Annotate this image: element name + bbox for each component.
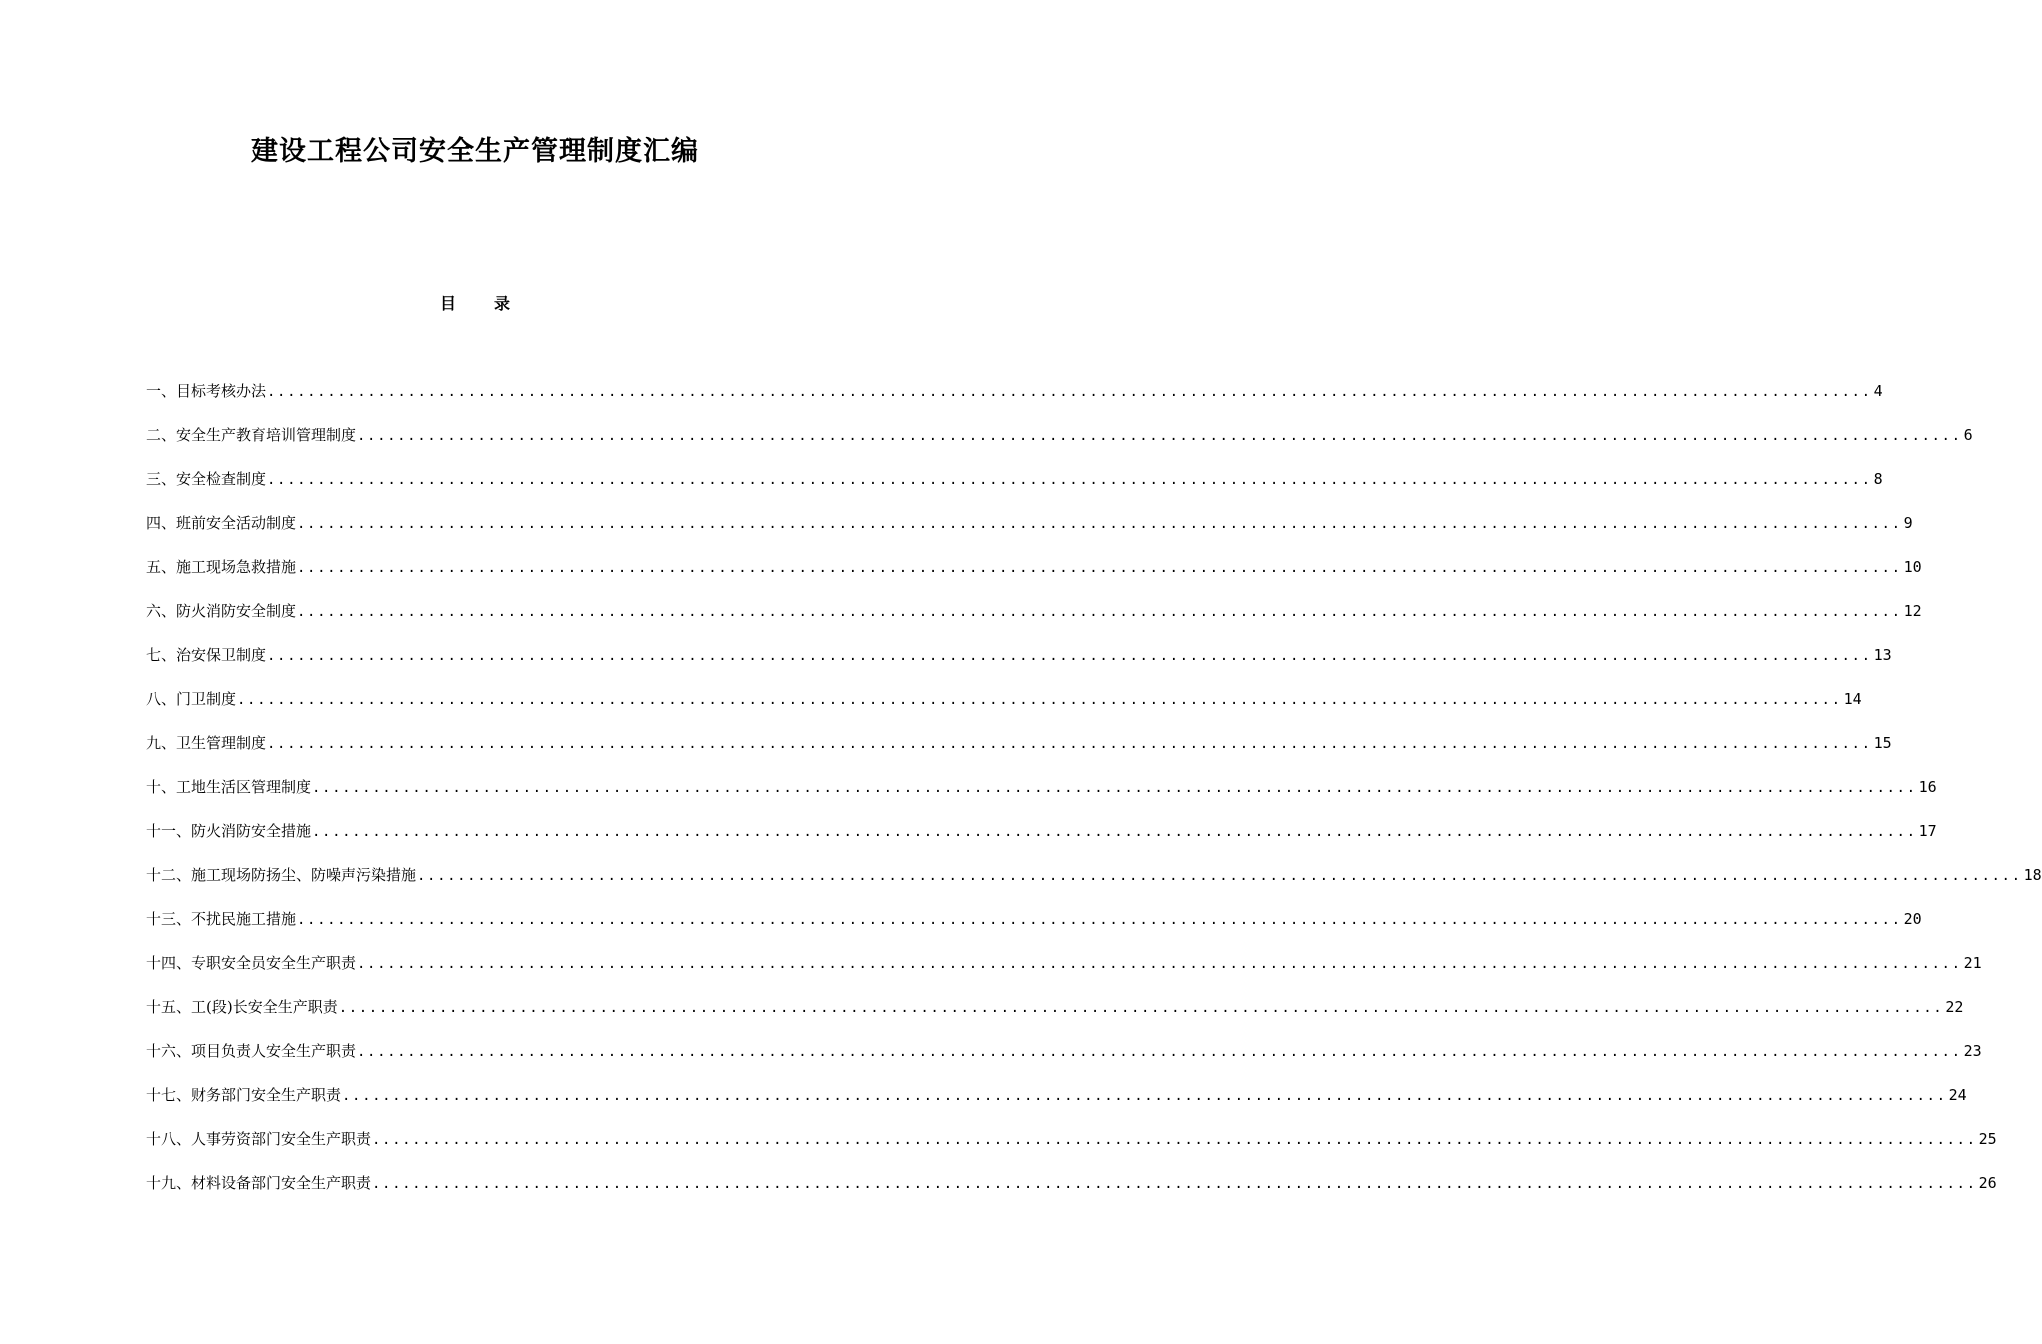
toc-entry[interactable]	[146, 817, 1937, 861]
toc-entry[interactable]	[146, 773, 1937, 817]
toc-page-number: 9	[1903, 514, 1913, 532]
toc-page-number: 21	[1963, 954, 1982, 972]
toc-page-number: 14	[1843, 690, 1862, 708]
toc-page-number: 13	[1873, 646, 1892, 664]
toc-dot-leader: ................................................................................................................................................................	[267, 648, 1872, 664]
toc-page-number: 10	[1903, 558, 1922, 576]
toc-dot-leader: ................................................................................................................................................................	[342, 1088, 1947, 1104]
toc-dot-leader: ................................................................................................................................................................	[338, 1000, 1944, 1016]
table-of-contents	[146, 377, 2042, 1213]
toc-entry[interactable]	[146, 685, 1862, 729]
toc-entry-label: 四、班前安全活动制度	[146, 514, 297, 532]
toc-entry-label: 十八、人事劳资部门安全生产职责	[146, 1130, 372, 1148]
toc-dot-leader: ................................................................................................................................................................	[357, 1044, 1962, 1060]
toc-entry-label: 七、治安保卫制度	[146, 646, 267, 664]
toc-entry[interactable]	[146, 421, 1973, 465]
toc-entry-label: 十七、财务部门安全生产职责	[146, 1086, 342, 1104]
toc-page-number: 20	[1903, 910, 1922, 928]
toc-page-number: 4	[1873, 382, 1883, 400]
toc-entry[interactable]	[146, 729, 1892, 773]
toc-heading-char: 目	[439, 294, 456, 313]
toc-page-number: 22	[1945, 998, 1964, 1016]
toc-page-number: 6	[1963, 426, 1973, 444]
toc-entry[interactable]	[146, 949, 1982, 993]
toc-page-number: 16	[1918, 778, 1937, 796]
toc-entry-label: 十二、施工现场防扬尘、防噪声污染措施	[146, 866, 417, 884]
toc-entry-label: 十五、工(段)长安全生产职责	[146, 998, 338, 1016]
toc-dot-leader: ................................................................................................................................................................	[312, 780, 1917, 796]
toc-page-number: 24	[1948, 1086, 1967, 1104]
toc-dot-leader: ................................................................................................................................................................	[372, 1176, 1977, 1192]
toc-dot-leader: ................................................................................................................................................................	[357, 956, 1962, 972]
toc-heading-char: 录	[494, 294, 511, 313]
toc-entry-label: 九、卫生管理制度	[146, 734, 267, 752]
toc-dot-leader: ................................................................................................................................................................	[312, 824, 1917, 840]
toc-page-number: 26	[1978, 1174, 1997, 1192]
toc-dot-leader: ................................................................................................................................................................	[357, 428, 1962, 444]
toc-entry[interactable]	[146, 1125, 1997, 1169]
toc-entry[interactable]	[146, 465, 1883, 509]
toc-entry[interactable]	[146, 641, 1892, 685]
toc-page-number: 23	[1963, 1042, 1982, 1060]
document-title: 建设工程公司安全生产管理制度汇编	[251, 136, 699, 167]
toc-entry[interactable]	[146, 377, 1883, 421]
toc-dot-leader: ................................................................................................................................................................	[267, 384, 1872, 400]
toc-page-number: 15	[1873, 734, 1892, 752]
toc-page-number: 17	[1918, 822, 1937, 840]
toc-dot-leader: ................................................................................................................................................................	[267, 472, 1872, 488]
toc-dot-leader: ................................................................................................................................................................	[297, 604, 1902, 620]
toc-page-number: 18	[2023, 866, 2042, 884]
toc-dot-leader: ................................................................................................................................................................	[417, 868, 2022, 884]
toc-dot-leader: ................................................................................................................................................................	[297, 560, 1902, 576]
toc-entry[interactable]	[146, 597, 1922, 641]
toc-entry-label: 十、工地生活区管理制度	[146, 778, 312, 796]
toc-dot-leader: ................................................................................................................................................................	[372, 1132, 1977, 1148]
toc-entry[interactable]	[146, 553, 1922, 597]
toc-entry-label: 十四、专职安全员安全生产职责	[146, 954, 357, 972]
toc-entry-label: 二、安全生产教育培训管理制度	[146, 426, 357, 444]
toc-entry-label: 八、门卫制度	[146, 690, 237, 708]
toc-dot-leader: ................................................................................................................................................................	[237, 692, 1842, 708]
toc-entry[interactable]	[146, 1169, 1997, 1213]
toc-entry[interactable]	[146, 861, 2042, 905]
toc-entry-label: 五、施工现场急救措施	[146, 558, 297, 576]
toc-entry[interactable]	[146, 509, 1913, 553]
toc-page-number: 12	[1903, 602, 1922, 620]
toc-entry-label: 三、安全检查制度	[146, 470, 267, 488]
toc-entry-label: 十三、不扰民施工措施	[146, 910, 297, 928]
toc-page-number: 8	[1873, 470, 1883, 488]
toc-entry[interactable]	[146, 1037, 1982, 1081]
toc-heading	[0, 290, 950, 318]
toc-entry[interactable]	[146, 993, 1964, 1037]
toc-entry-label: 十六、项目负责人安全生产职责	[146, 1042, 357, 1060]
toc-dot-leader: ................................................................................................................................................................	[267, 736, 1872, 752]
toc-page-number: 25	[1978, 1130, 1997, 1148]
toc-entry-label: 一、目标考核办法	[146, 382, 267, 400]
toc-entry-label: 六、防火消防安全制度	[146, 602, 297, 620]
toc-entry[interactable]	[146, 905, 1922, 949]
toc-entry[interactable]	[146, 1081, 1967, 1125]
toc-dot-leader: ................................................................................................................................................................	[297, 912, 1902, 928]
toc-entry-label: 十九、材料设备部门安全生产职责	[146, 1174, 372, 1192]
toc-entry-label: 十一、防火消防安全措施	[146, 822, 312, 840]
toc-dot-leader: ................................................................................................................................................................	[297, 516, 1902, 532]
